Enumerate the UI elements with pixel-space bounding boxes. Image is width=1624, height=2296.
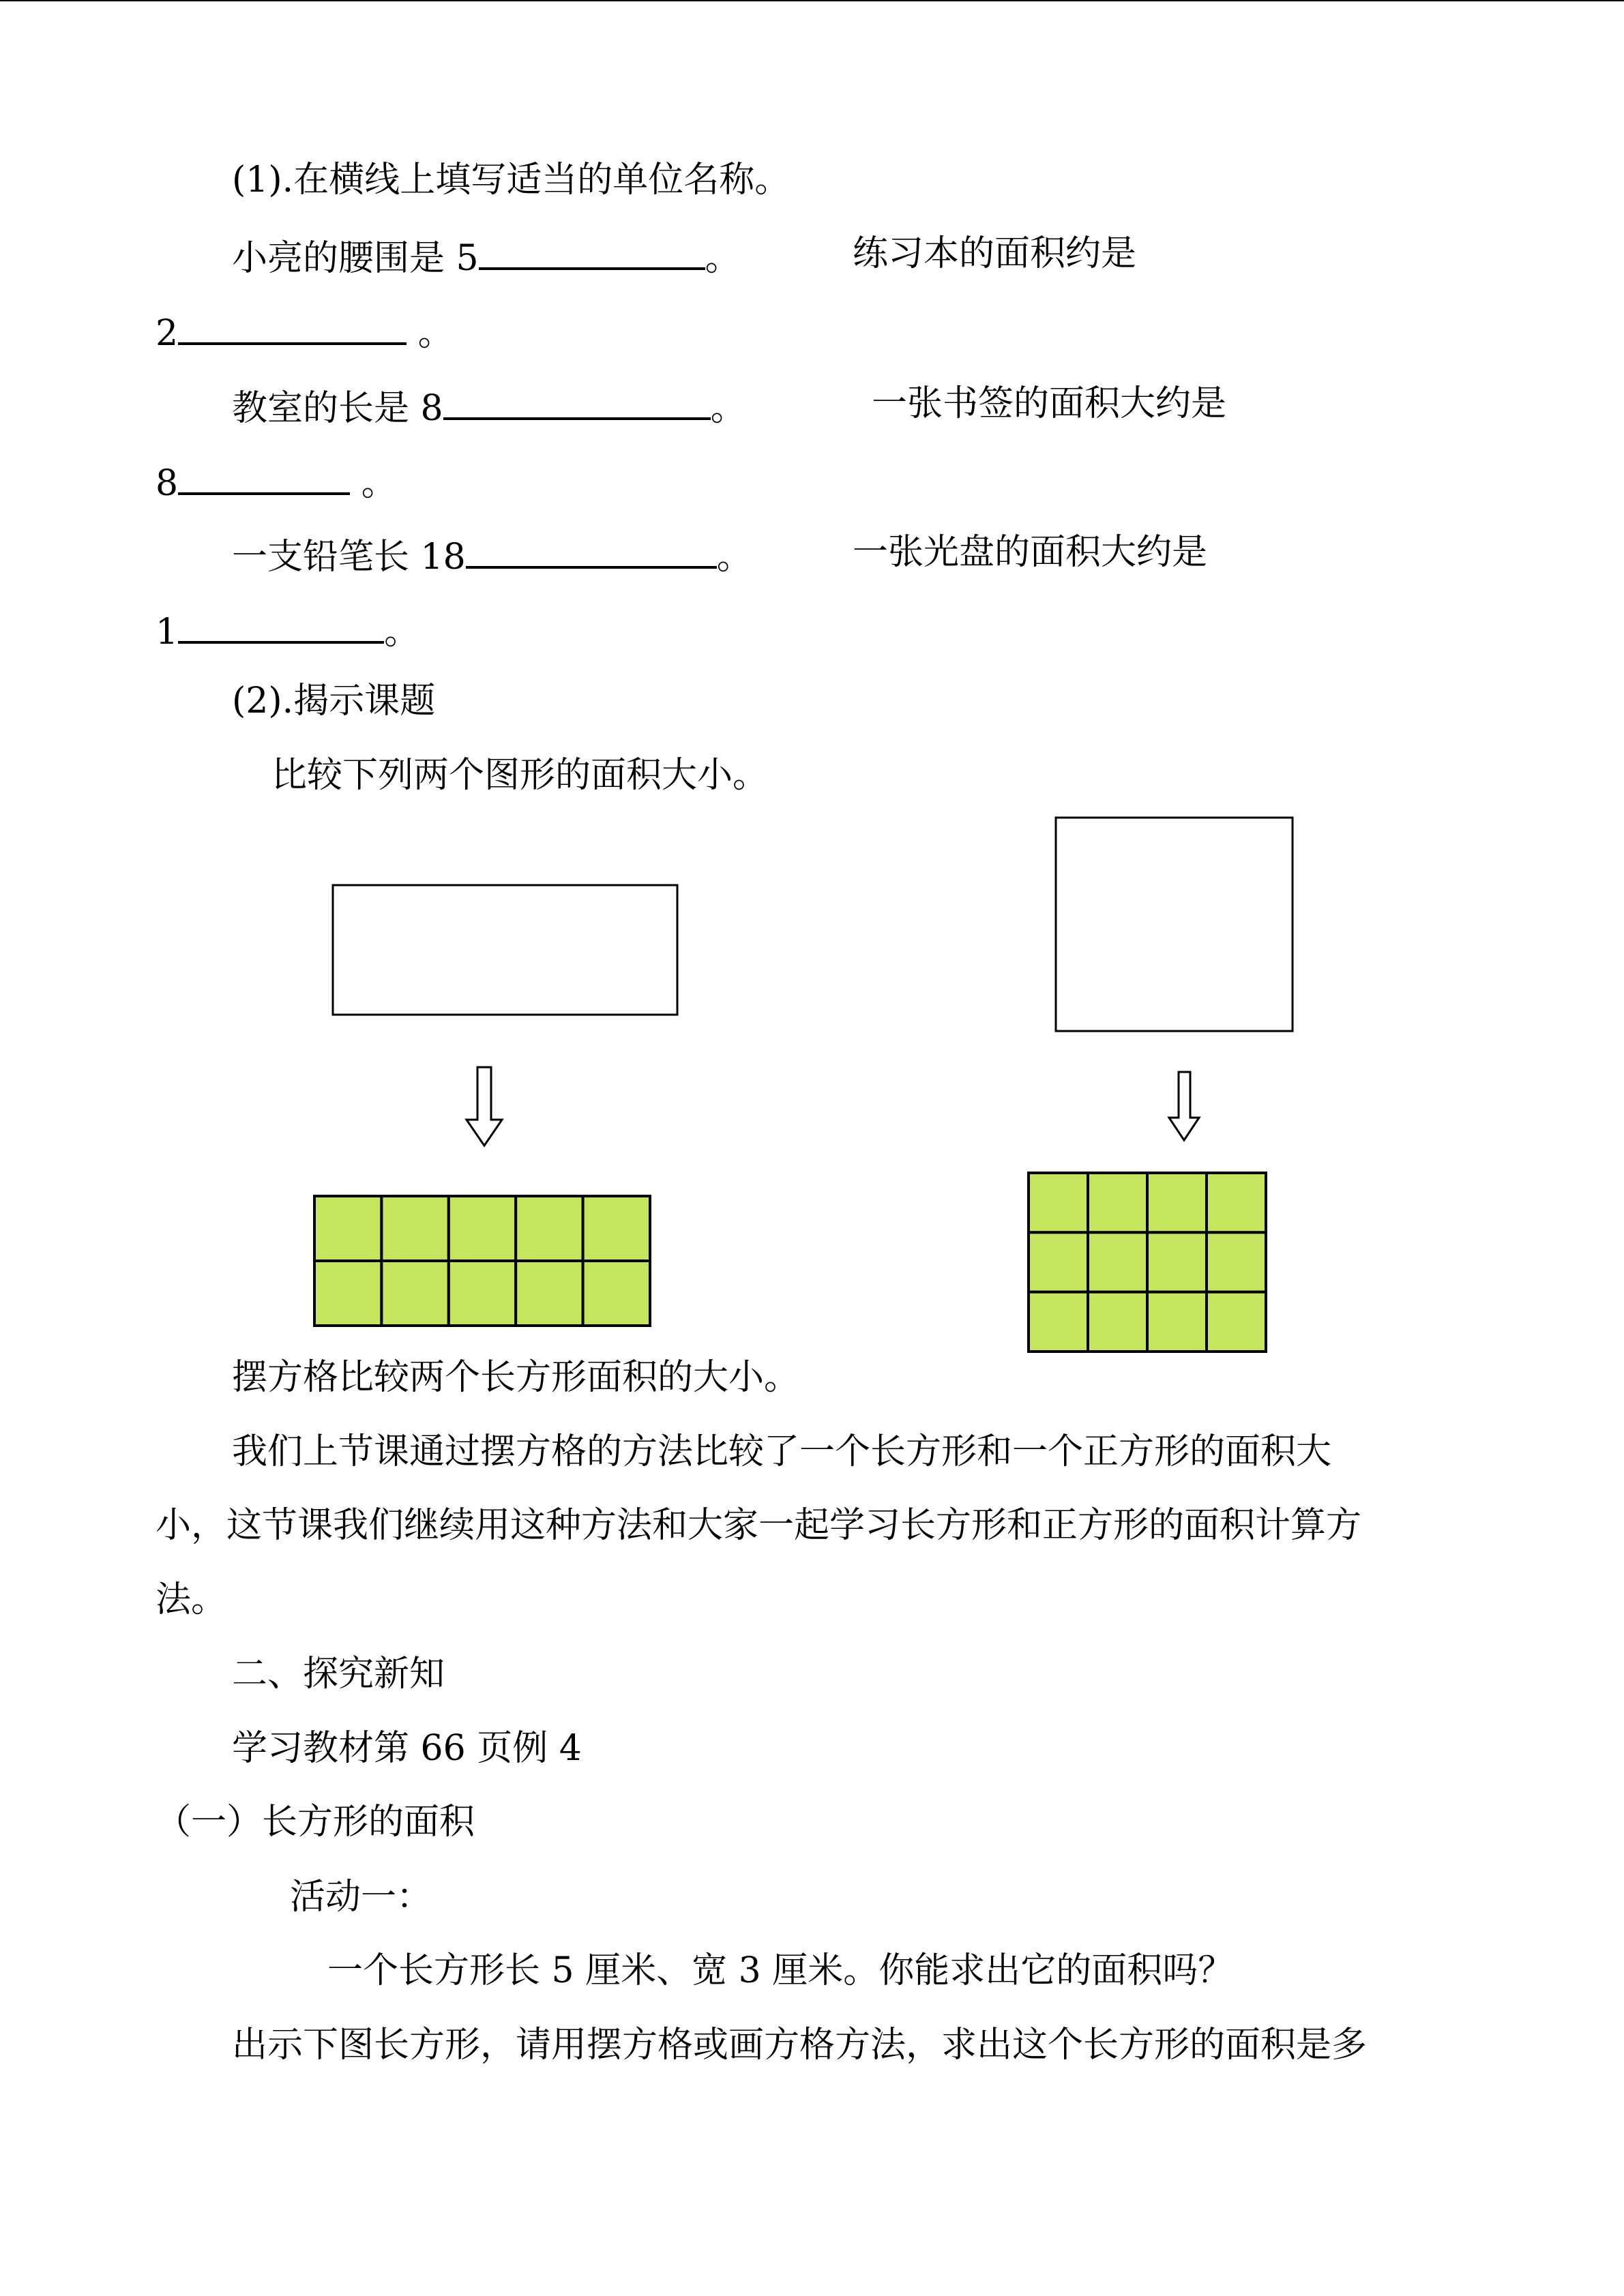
activity-label: 活动一： <box>290 1877 432 1918</box>
left-tile-grid <box>314 1196 650 1326</box>
grid-tile <box>1207 1232 1266 1292</box>
grid-tile <box>1147 1292 1207 1352</box>
row1-left-suffix: 。 <box>705 238 741 279</box>
row3-left-text: 一支铅笔长 18 <box>232 537 466 578</box>
grid-tile <box>1207 1292 1266 1352</box>
row3-cont-suffix: 。 <box>384 612 420 653</box>
grid-tile <box>381 1196 448 1261</box>
row3-right-text: 一张光盘的面积大约是 <box>853 532 1208 573</box>
row3-left-suffix: 。 <box>716 537 752 578</box>
right-down-arrow-icon <box>1169 1072 1199 1140</box>
section3-heading: 二、探究新知 <box>232 1654 445 1695</box>
grid-tile <box>1029 1173 1088 1232</box>
grid-tile <box>449 1196 516 1261</box>
row3-cont-text: 1 <box>156 612 179 653</box>
grid-tile <box>516 1261 582 1326</box>
subsection-heading: （一）长方形的面积 <box>156 1802 475 1843</box>
grid-tile <box>583 1196 650 1261</box>
right-tile-grid <box>1029 1173 1266 1352</box>
paragraph-line-2: 小，这节课我们继续用这种方法和大家一起学习长方形和正方形的面积计算方 <box>156 1505 1362 1546</box>
grid-tile <box>1088 1173 1147 1232</box>
row1-cont-text: 2 <box>156 313 179 354</box>
row1-right-text: 练习本的面积约是 <box>853 233 1137 274</box>
grid-tile <box>381 1261 448 1326</box>
grid-tile <box>1088 1232 1147 1292</box>
grid-tile <box>583 1261 650 1326</box>
row2-cont-suffix: 。 <box>350 463 397 504</box>
row2-right-text: 一张书签的面积大约是 <box>872 383 1227 424</box>
grid-tile <box>314 1261 381 1326</box>
paragraph-line-3: 法。 <box>156 1579 227 1620</box>
row1-cont-suffix: 。 <box>407 313 454 354</box>
grid-tile <box>1029 1292 1088 1352</box>
row2-left-suffix: 。 <box>710 388 746 429</box>
grid-tile <box>1029 1232 1088 1292</box>
tile-caption: 摆方格比较两个长方形面积的大小。 <box>232 1357 800 1398</box>
section2-title: (2).揭示课题 <box>232 681 436 721</box>
section1-title: (1).在横线上填写适当的单位名称。 <box>232 160 791 200</box>
study-reference: 学习教材第 66 页例 4 <box>232 1728 582 1769</box>
plain-square <box>1056 818 1293 1031</box>
compare-text: 比较下列两个图形的面积大小。 <box>271 755 769 796</box>
row2-cont-text: 8 <box>156 463 179 504</box>
row1-left-text: 小亮的腰围是 5 <box>232 238 479 279</box>
grid-tile <box>449 1261 516 1326</box>
activity-instruction: 出示下图长方形，请用摆方格或画方格方法，求出这个长方形的面积是多 <box>232 2025 1368 2066</box>
grid-tile <box>1147 1232 1207 1292</box>
grid-tile <box>1207 1173 1266 1232</box>
activity-question: 一个长方形长 5 厘米、宽 3 厘米。你能求出它的面积吗？ <box>327 1950 1234 1991</box>
grid-tile <box>314 1196 381 1261</box>
paragraph-line-1: 我们上节课通过摆方格的方法比较了一个长方形和一个正方形的面积大 <box>232 1431 1332 1472</box>
grid-tile <box>1088 1292 1147 1352</box>
row2-left-text: 教室的长是 8 <box>232 388 443 429</box>
grid-tile <box>1147 1173 1207 1232</box>
grid-tile <box>516 1196 582 1261</box>
left-down-arrow-icon <box>467 1067 502 1146</box>
plain-rectangle <box>333 885 677 1015</box>
